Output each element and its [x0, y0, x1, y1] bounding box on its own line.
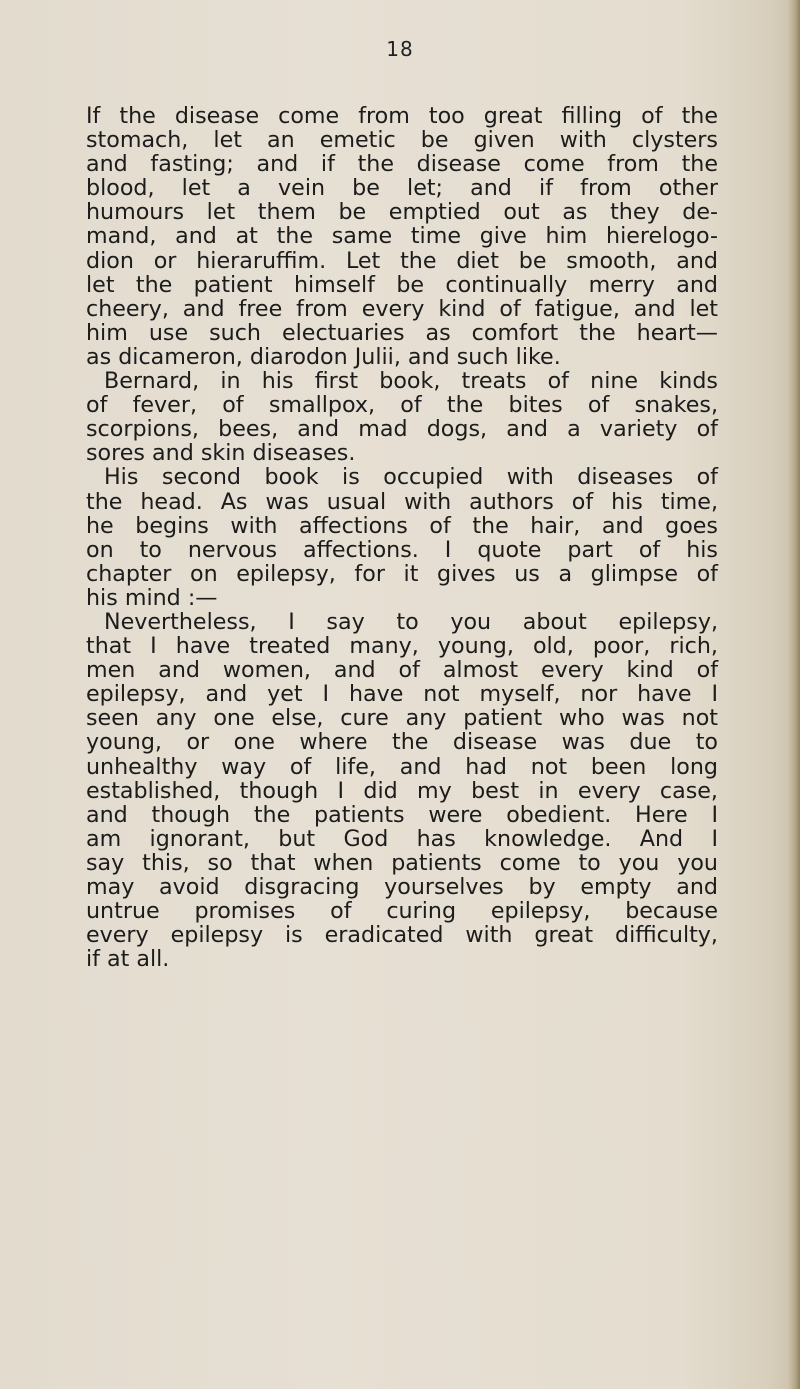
text-line: and though the patients were obedient. Here I	[86, 801, 718, 828]
page-number: 18	[386, 37, 414, 61]
text-line: of fever, of smallpox, of the bites of snakes,	[86, 392, 718, 419]
text-line: humours let them be emptied out as they de-	[86, 199, 718, 226]
text-line: and fasting; and if the disease come from the	[86, 151, 718, 178]
text-line: young, or one where the disease was due to	[86, 729, 718, 756]
text-line: that I have treated many, young, old, poor, rich,	[86, 633, 718, 660]
text-line: the head. As was usual with authors of his time,	[86, 488, 718, 515]
text-line: every epilepsy is eradicated with great difficulty,	[86, 922, 718, 949]
text-line: scorpions, bees, and mad dogs, and a variety of	[86, 416, 718, 443]
text-line: men and women, and of almost every kind of	[86, 657, 718, 684]
text-line: His second book is occupied with diseases of	[104, 464, 718, 491]
text-line: him use such electuaries as comfort the heart—	[86, 319, 718, 346]
text-line: stomach, let an emetic be given with clysters	[86, 127, 718, 154]
text-line: if at all.	[86, 946, 170, 973]
text-line: say this, so that when patients come to you you	[86, 849, 718, 876]
text-line: sores and skin diseases.	[86, 440, 356, 467]
text-line: let the patient himself be continually merry and	[86, 271, 718, 298]
text-line: his mind :—	[86, 584, 218, 611]
text-line: If the disease come from too great filling of the	[86, 103, 718, 129]
text-line: established, though I did my best in every case,	[86, 777, 718, 804]
text-line: he begins with affections of the hair, and goes	[86, 512, 718, 539]
text-line: untrue promises of curing epilepsy, because	[86, 898, 718, 925]
text-line: Bernard, in his first book, treats of nine kinds	[104, 368, 718, 395]
text-line: mand, and at the same time give him hierelogo-	[86, 223, 718, 250]
body-text	[86, 104, 718, 971]
text-line: Nevertheless, I say to you about epilepsy,	[104, 608, 718, 635]
text-line: as dicameron, diarodon Julii, and such like.	[86, 343, 561, 370]
text-line: unhealthy way of life, and had not been long	[86, 753, 718, 780]
text-line: seen any one else, cure any patient who was not	[86, 705, 718, 732]
text-line: on to nervous affections. I quote part of his	[86, 536, 718, 563]
text-line: am ignorant, but God has knowledge. And I	[86, 825, 718, 852]
text-line: chapter on epilepsy, for it gives us a glimpse of	[86, 560, 718, 587]
text-line: epilepsy, and yet I have not myself, nor have I	[86, 681, 718, 708]
text-line: dion or hieraruffim. Let the diet be smooth, and	[86, 247, 718, 274]
text-line: cheery, and free from every kind of fatigue, and let	[86, 295, 718, 322]
page-edge-shadow	[788, 0, 800, 1389]
text-line: blood, let a vein be let; and if from other	[86, 175, 718, 202]
text-line: may avoid disgracing yourselves by empty and	[86, 874, 718, 900]
